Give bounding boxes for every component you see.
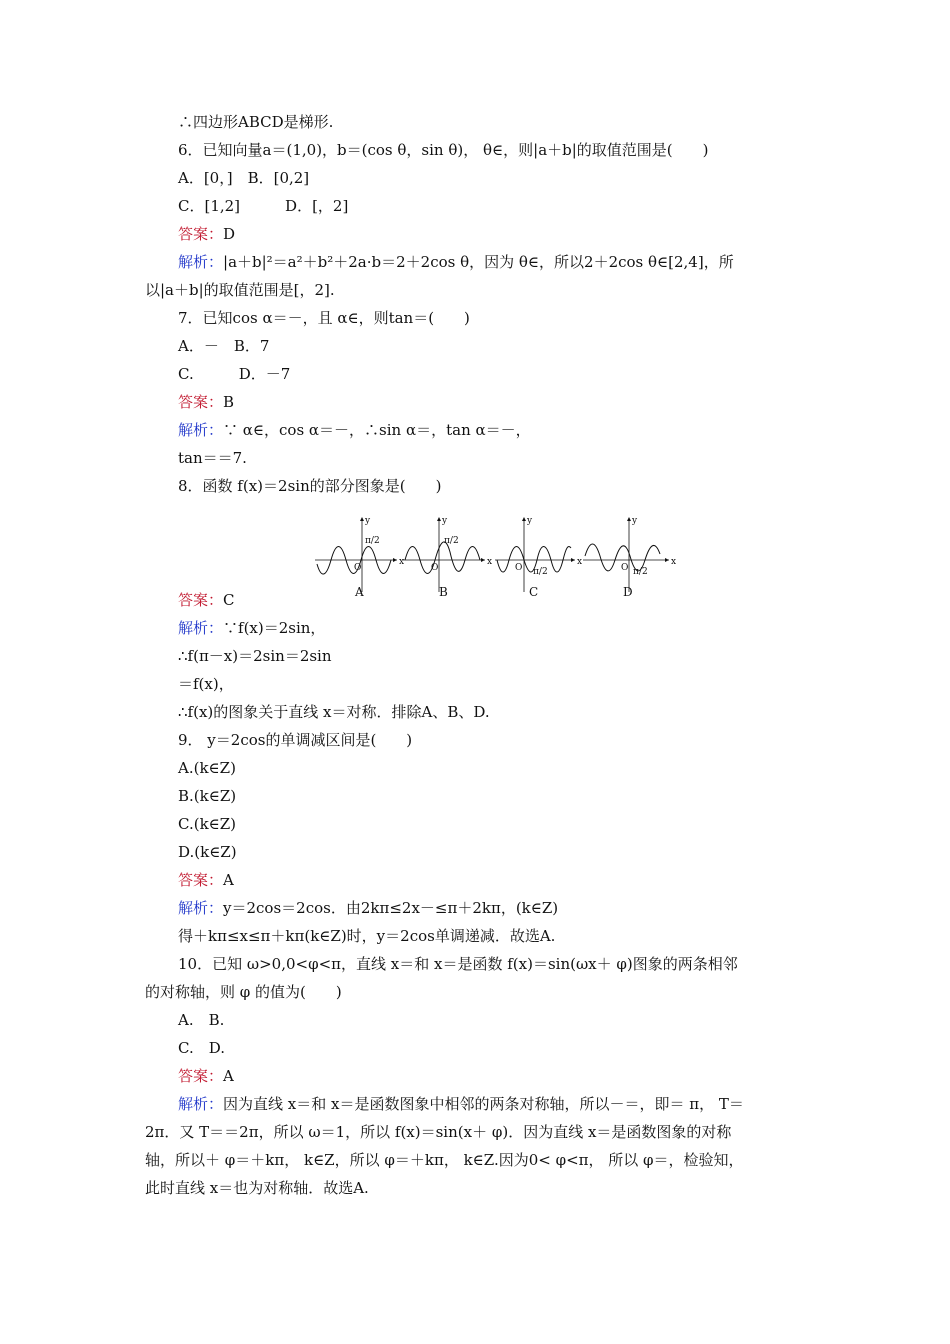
text-line: C. D. <box>178 1039 225 1057</box>
panel-caption: B <box>439 585 448 599</box>
line-text: ∵f(x)＝2sin， <box>223 619 326 637</box>
line-text: 因为直线 x＝和 x＝是函数图象中相邻的两条对称轴，所以－＝，即＝ π， T＝ <box>223 1095 744 1113</box>
text-line: 2π．又 T＝＝2π，所以 ω＝1，所以 f(x)＝sin(x＋ φ)．因为直线 x＝是函数图象的对称 <box>145 1123 732 1141</box>
panel-caption: A <box>355 585 364 599</box>
text-line: 8．函数 f(x)＝2sin的部分图象是( ) <box>178 477 442 495</box>
graph-panel-a <box>315 516 404 599</box>
explanation-line <box>178 1094 744 1114</box>
axis-x-label: x <box>399 557 405 567</box>
explanation-label: 解析： <box>178 899 224 917</box>
explanation-label: 解析： <box>178 619 224 637</box>
answer-label: 答案： <box>178 225 224 243</box>
explanation-line <box>178 420 531 440</box>
axis-y-label: y <box>365 516 371 526</box>
origin-label: O <box>621 563 629 573</box>
graph-options-figure <box>313 514 677 599</box>
axis-x-label: x <box>577 557 583 567</box>
text-line: A．－ B．7 <box>178 337 270 355</box>
line-text: |a＋b|²＝a²＋b²＋2a·b＝2＋2cos θ，因为 θ∈，所以2＋2cos θ∈[2,4]，所 <box>223 253 734 271</box>
text-line: 得＋kπ≤x≤π＋kπ(k∈Z)时，y＝2cos单调递减．故选A. <box>178 927 556 945</box>
text-line: 的对称轴，则 φ 的值为( ) <box>145 983 342 1001</box>
axis-y-label: y <box>442 516 448 526</box>
axis-y-label: y <box>527 516 533 526</box>
answer-label: 答案： <box>178 393 224 411</box>
axis-x-label: x <box>671 557 677 567</box>
tick-label: π/2 <box>365 536 380 546</box>
explanation-line <box>178 618 325 638</box>
origin-label: O <box>354 563 362 573</box>
line-text: B <box>223 393 235 411</box>
text-line: 9． y＝2cos的单调减区间是( ) <box>178 731 413 749</box>
origin-label: O <box>431 563 439 573</box>
text-line: C. D．－7 <box>178 365 291 383</box>
text-line: C．[1,2] D．[，2] <box>178 197 349 215</box>
answer-line <box>178 1066 234 1086</box>
explanation-label: 解析： <box>178 421 224 439</box>
text-line: ＝f(x)， <box>178 675 234 693</box>
tick-label: π/2 <box>633 567 648 577</box>
text-line: ∴f(x)的图象关于直线 x＝对称．排除A、B、D. <box>178 703 490 721</box>
sine-graphs-svg <box>313 514 677 599</box>
graph-panel-c <box>495 516 582 599</box>
text-line: A. B. <box>178 1011 225 1029</box>
answer-label: 答案： <box>178 591 224 609</box>
axis-y-label: y <box>632 516 638 526</box>
axis-x-label: x <box>487 557 493 567</box>
tick-label: π/2 <box>533 567 548 577</box>
text-line: C.(k∈Z) <box>178 815 237 833</box>
explanation-line <box>178 898 558 918</box>
text-line: 此时直线 x＝也为对称轴．故选A. <box>145 1179 369 1197</box>
text-line: 7．已知cos α＝－，且 α∈，则tan＝( ) <box>178 309 470 327</box>
curve-b <box>405 542 480 574</box>
graph-panel-b <box>403 516 492 599</box>
text-line: A.(k∈Z) <box>178 759 236 777</box>
text-line: tan＝＝7. <box>178 449 247 467</box>
explanation-label: 解析： <box>178 253 224 271</box>
text-line: B.(k∈Z) <box>178 787 237 805</box>
answer-line <box>178 392 234 412</box>
panel-caption: D <box>623 585 633 599</box>
text-line: 以|a＋b|的取值范围是[，2]. <box>145 281 335 299</box>
text-line: ∴四边形ABCD是梯形. <box>178 113 334 131</box>
answer-label: 答案： <box>178 1067 224 1085</box>
panel-caption: C <box>529 585 539 599</box>
line-text: A <box>223 1067 234 1085</box>
text-line: ∴f(π－x)＝2sin＝2sin <box>178 647 332 665</box>
origin-label: O <box>515 563 523 573</box>
text-line: 10．已知 ω>0,0<φ<π，直线 x＝和 x＝是函数 f(x)＝sin(ωx＋ φ)图象的两条相邻 <box>178 955 738 973</box>
answer-line <box>178 870 234 890</box>
answer-line <box>178 224 235 244</box>
answer-label: 答案： <box>178 871 224 889</box>
explanation-line <box>178 252 734 272</box>
text-line: 轴，所以＋ φ＝＋kπ， k∈Z，所以 φ＝＋kπ， k∈Z.因为0< φ<π， 所以 φ＝，检验知， <box>145 1151 744 1169</box>
line-text: C <box>223 591 235 609</box>
text-line: 6．已知向量a＝(1,0)，b＝(cos θ，sin θ)， θ∈，则|a＋b|的取值范围是( ) <box>178 141 709 159</box>
line-text: y＝2cos＝2cos．由2kπ≤2x－≤π＋2kπ，(k∈Z) <box>223 899 559 917</box>
line-text: ∵ α∈，cos α＝－，∴sin α＝，tan α＝－， <box>223 421 531 439</box>
line-text: D <box>223 225 236 243</box>
text-line: D.(k∈Z) <box>178 843 237 861</box>
tick-label: π/2 <box>444 536 459 546</box>
answer-line <box>178 590 235 610</box>
graph-panel-d <box>583 516 676 599</box>
text-line: A．[0，] B．[0,2] <box>178 169 310 187</box>
line-text: A <box>223 871 234 889</box>
explanation-label: 解析： <box>178 1095 224 1113</box>
